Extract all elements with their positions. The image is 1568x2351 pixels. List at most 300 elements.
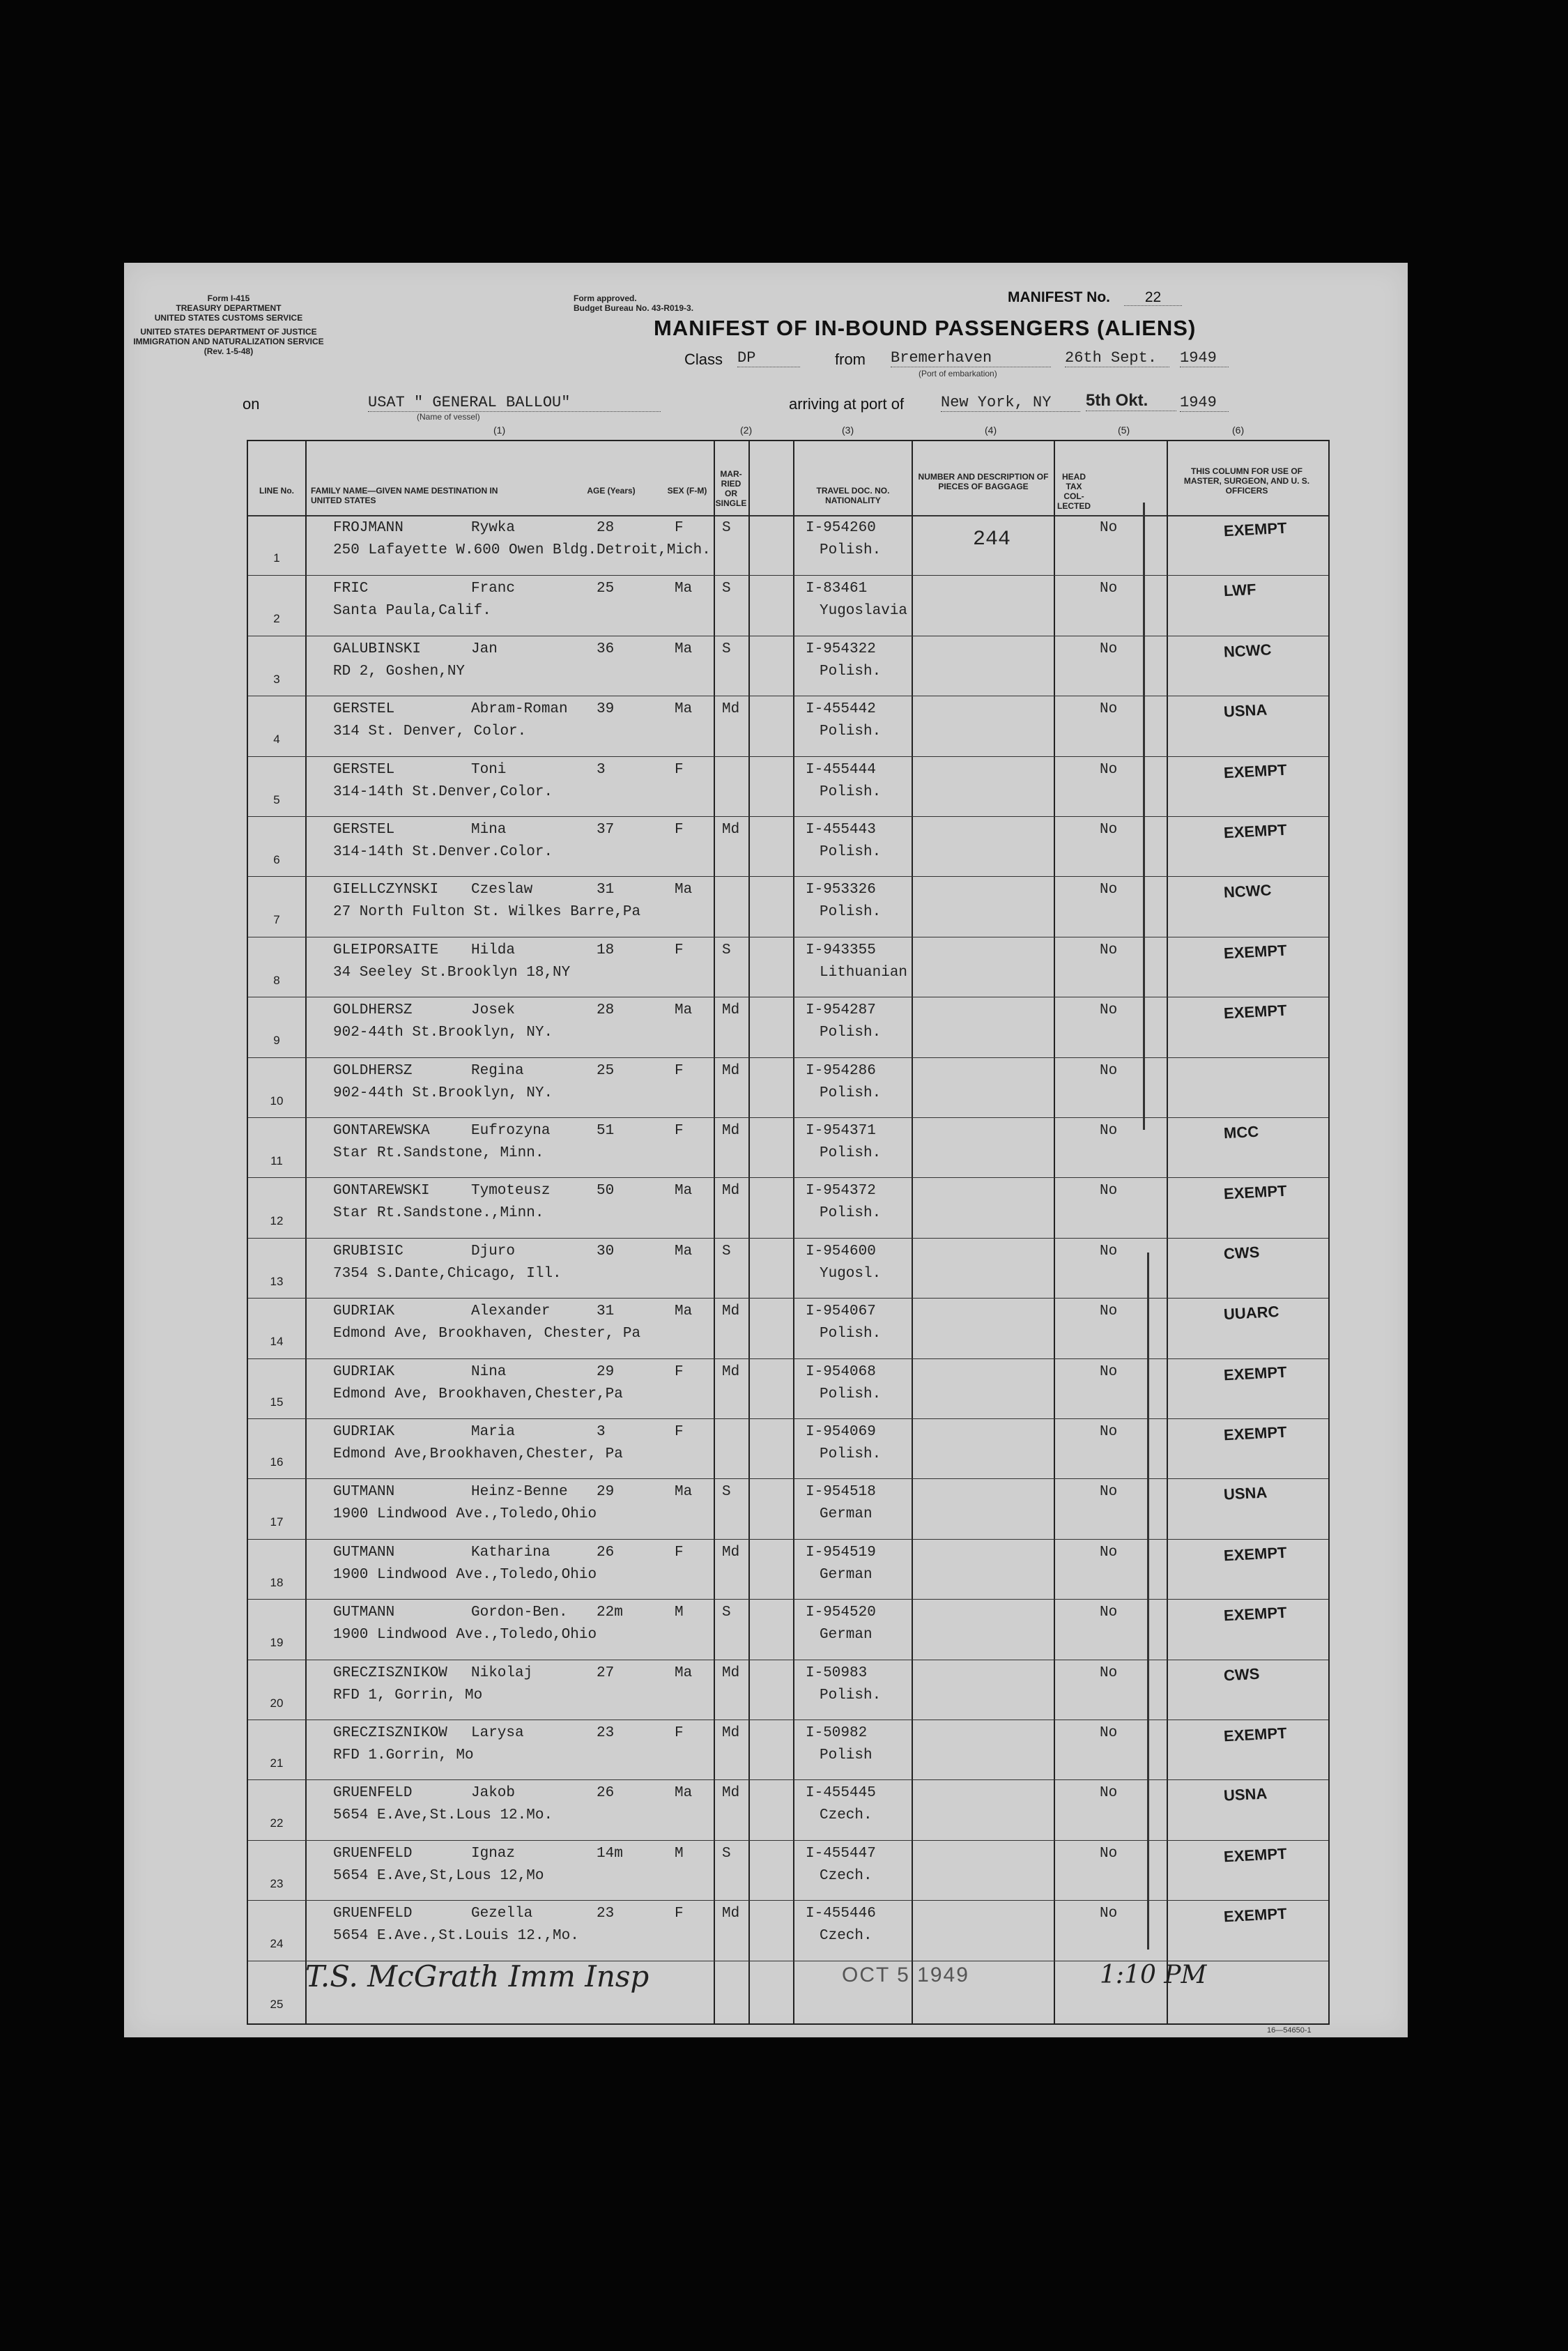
- officer-stamp: EXEMPT: [1223, 1363, 1288, 1384]
- destination: 5654 E.Ave,St,Lous 12,Mo: [333, 1867, 544, 1884]
- travel-doc-number: I-455443: [806, 822, 876, 838]
- destination: 27 North Fulton St. Wilkes Barre,Pa: [333, 904, 641, 921]
- given-name: Maria: [471, 1424, 516, 1440]
- line-number: 17: [270, 1515, 284, 1529]
- destination: Star Rt.Sandstone, Minn.: [333, 1145, 544, 1161]
- travel-doc-number: I-954371: [806, 1123, 876, 1139]
- officer-stamp: CWS: [1223, 1243, 1260, 1263]
- line-number: 19: [270, 1636, 284, 1650]
- nationality: German: [820, 1566, 873, 1583]
- manifest-number: [1008, 289, 1182, 306]
- officer-stamp: EXEMPT: [1223, 1603, 1288, 1625]
- line-number: 20: [270, 1696, 284, 1710]
- table-row: [248, 636, 1328, 696]
- given-name: Eufrozyna: [471, 1123, 551, 1139]
- sex: Ma: [675, 1484, 693, 1501]
- travel-doc-number: I-954260: [806, 520, 876, 536]
- family-name: GUDRIAK: [333, 1363, 395, 1380]
- marital-status: S: [722, 1845, 731, 1862]
- table-row: [248, 816, 1328, 877]
- sex: F: [675, 942, 684, 958]
- table-row: [248, 937, 1328, 997]
- header-line-no: LINE No.: [259, 486, 294, 496]
- travel-doc-number: I-455444: [806, 761, 876, 778]
- family-name: GOLDHERSZ: [333, 1002, 413, 1019]
- head-tax: No: [1100, 701, 1118, 718]
- port-embarkation-caption: (Port of embarkation): [918, 369, 997, 378]
- travel-doc-number: I-50982: [806, 1725, 868, 1741]
- age: 23: [597, 1906, 615, 1922]
- destination: 250 Lafayette W.600 Owen Bldg.Detroit,Mich.: [333, 542, 711, 558]
- officer-stamp: NCWC: [1223, 641, 1273, 661]
- nationality: German: [820, 1627, 873, 1644]
- officer-stamp: EXEMPT: [1223, 1543, 1288, 1565]
- nationality: Polish.: [820, 1446, 882, 1462]
- family-name: GALUBINSKI: [333, 641, 422, 657]
- given-name: Mina: [471, 822, 507, 838]
- destination: 314-14th St.Denver.Color.: [333, 844, 553, 860]
- travel-doc-number: I-954519: [806, 1544, 876, 1561]
- family-name: GRUBISIC: [333, 1243, 403, 1259]
- nationality: Polish.: [820, 904, 882, 921]
- baggage: 244: [973, 528, 1011, 551]
- destination: 314 St. Denver, Color.: [333, 723, 527, 740]
- marital-status: S: [722, 1605, 731, 1621]
- table-row: [248, 1660, 1328, 1720]
- line-number: 24: [270, 1937, 284, 1951]
- given-name: Heinz-Benne: [471, 1484, 568, 1501]
- nationality: Czech.: [820, 1807, 873, 1824]
- family-name: GERSTEL: [333, 701, 395, 718]
- officer-stamp: LWF: [1223, 581, 1257, 600]
- line-number: 11: [270, 1154, 283, 1167]
- line-number: 6: [273, 853, 280, 866]
- family-name: GRUENFELD: [333, 1785, 413, 1802]
- head-tax: No: [1100, 1002, 1118, 1019]
- line-number: 25: [270, 1997, 284, 2011]
- given-name: Alexander: [471, 1303, 551, 1320]
- line-number: 13: [270, 1274, 284, 1288]
- sex: F: [675, 761, 684, 778]
- table-row: [248, 1358, 1328, 1419]
- age: 31: [597, 1303, 615, 1320]
- head-tax: No: [1100, 882, 1118, 898]
- destination: RFD 1, Gorrin, Mo: [333, 1687, 483, 1703]
- given-name: Rywka: [471, 520, 516, 536]
- page-title: MANIFEST OF IN-BOUND PASSENGERS (ALIENS): [654, 316, 1197, 340]
- sex: F: [675, 822, 684, 838]
- travel-doc-number: I-455447: [806, 1845, 876, 1862]
- head-tax: No: [1100, 1725, 1118, 1741]
- vessel-name-caption: (Name of vessel): [417, 412, 480, 422]
- given-name: Katharina: [471, 1544, 551, 1561]
- destination: 902-44th St.Brooklyn, NY.: [333, 1085, 553, 1101]
- manifest-number-value: 22: [1124, 289, 1182, 306]
- family-name: GUTMANN: [333, 1484, 395, 1501]
- head-tax: No: [1100, 1363, 1118, 1380]
- sex: M: [675, 1605, 684, 1621]
- travel-doc-number: I-954518: [806, 1484, 876, 1501]
- age: 27: [597, 1664, 615, 1681]
- sex: Ma: [675, 1664, 693, 1681]
- age: 36: [597, 641, 615, 657]
- destination: 5654 E.Ave,St.Lous 12.Mo.: [333, 1807, 553, 1824]
- sex: F: [675, 1062, 684, 1079]
- table-row: [248, 1117, 1328, 1178]
- marital-status: Md: [722, 1785, 740, 1802]
- embarkation-year: 1949: [1180, 349, 1229, 367]
- date-stamp: OCT 5 1949: [842, 1963, 969, 1986]
- given-name: Regina: [471, 1062, 524, 1079]
- family-name: GERSTEL: [333, 761, 395, 778]
- age: 26: [597, 1544, 615, 1561]
- class-label: Class: [684, 351, 723, 368]
- travel-doc-number: I-954067: [806, 1303, 876, 1320]
- sex: F: [675, 520, 684, 536]
- nationality: Polish.: [820, 1205, 882, 1222]
- hand-drawn-line: [1147, 1253, 1149, 1950]
- class-value: DP: [737, 349, 800, 367]
- head-tax: No: [1100, 581, 1118, 597]
- given-name: Gordon-Ben.: [471, 1605, 568, 1621]
- travel-doc-number: I-455446: [806, 1906, 876, 1922]
- nationality: Polish.: [820, 844, 882, 860]
- travel-doc-number: I-954286: [806, 1062, 876, 1079]
- sex: Ma: [675, 581, 693, 597]
- department-name: TREASURY DEPARTMENT: [176, 303, 282, 313]
- nationality: German: [820, 1506, 873, 1523]
- table-row: [248, 1720, 1328, 1780]
- officer-stamp: EXEMPT: [1223, 1182, 1288, 1203]
- line-number: 7: [273, 913, 280, 927]
- passenger-table: [247, 440, 1330, 2025]
- sex: Ma: [675, 1303, 693, 1320]
- column-number: (6): [1232, 424, 1245, 436]
- nationality: Lithuanian: [820, 964, 908, 981]
- given-name: Tymoteusz: [471, 1183, 551, 1200]
- sex: F: [675, 1363, 684, 1380]
- line-number: 22: [270, 1816, 284, 1830]
- marital-status: Md: [722, 1002, 740, 1019]
- nationality: Polish.: [820, 1687, 882, 1703]
- head-tax: No: [1100, 1062, 1118, 1079]
- marital-status: S: [722, 520, 731, 536]
- age: 29: [597, 1363, 615, 1380]
- from-label: from: [835, 351, 866, 368]
- line-number: 1: [273, 551, 280, 565]
- destination: 7354 S.Dante,Chicago, Ill.: [333, 1265, 562, 1282]
- table-row: [248, 1238, 1328, 1299]
- age: 18: [597, 942, 615, 958]
- destination: Edmond Ave, Brookhaven,Chester,Pa: [333, 1386, 623, 1402]
- age: 28: [597, 520, 615, 536]
- travel-doc-number: I-943355: [806, 942, 876, 958]
- column-number: (1): [493, 424, 506, 436]
- head-tax: No: [1100, 761, 1118, 778]
- family-name: GERSTEL: [333, 822, 395, 838]
- family-name: GLEIPORSAITE: [333, 942, 439, 958]
- revision-date: (Rev. 1-5-48): [203, 346, 254, 356]
- officer-stamp: EXEMPT: [1223, 820, 1288, 842]
- vessel-name: USAT " GENERAL BALLOU": [368, 394, 661, 412]
- marital-status: S: [722, 1484, 731, 1501]
- given-name: Nikolaj: [471, 1664, 533, 1681]
- family-name: GUDRIAK: [333, 1424, 395, 1440]
- age: 31: [597, 882, 615, 898]
- sex: Ma: [675, 1785, 693, 1802]
- form-code: 16—54650-1: [1267, 2026, 1312, 2035]
- head-tax: No: [1100, 1544, 1118, 1561]
- nationality: Polish.: [820, 1386, 882, 1402]
- service-name: UNITED STATES CUSTOMS SERVICE: [154, 313, 303, 323]
- age: 29: [597, 1484, 615, 1501]
- marital-status: Md: [722, 1725, 740, 1741]
- officer-stamp: USNA: [1223, 1483, 1268, 1504]
- head-tax: No: [1100, 1664, 1118, 1681]
- table-row: [248, 515, 1328, 575]
- table-row: [248, 997, 1328, 1057]
- family-name: GOLDHERSZ: [333, 1062, 413, 1079]
- nationality: Czech.: [820, 1928, 873, 1945]
- nationality: Polish.: [820, 783, 882, 800]
- form-number: Form I-415: [207, 293, 250, 303]
- head-tax: No: [1100, 1906, 1118, 1922]
- officer-stamp: EXEMPT: [1223, 1844, 1288, 1866]
- officer-stamp: NCWC: [1223, 881, 1273, 902]
- line-number: 23: [270, 1876, 284, 1890]
- header-sex: SEX (F-M): [667, 486, 707, 496]
- line-number: 4: [273, 733, 280, 746]
- travel-doc-number: I-83461: [806, 581, 868, 597]
- approval-text: Form approved.: [574, 293, 637, 303]
- destination: Star Rt.Sandstone.,Minn.: [333, 1205, 544, 1222]
- destination: Edmond Ave, Brookhaven, Chester, Pa: [333, 1326, 641, 1342]
- destination: RFD 1.Gorrin, Mo: [333, 1747, 474, 1763]
- column-number: (3): [842, 424, 854, 436]
- destination: RD 2, Goshen,NY: [333, 663, 466, 680]
- nationality: Polish.: [820, 663, 882, 680]
- column-number: (4): [985, 424, 997, 436]
- given-name: Djuro: [471, 1243, 516, 1259]
- nationality: Yugosl.: [820, 1265, 882, 1282]
- given-name: Larysa: [471, 1725, 524, 1741]
- officer-stamp: EXEMPT: [1223, 760, 1288, 781]
- destination: 1900 Lindwood Ave.,Toledo,Ohio: [333, 1566, 597, 1583]
- sex: Ma: [675, 1183, 693, 1200]
- line-number: 16: [270, 1455, 284, 1469]
- marital-status: Md: [722, 1664, 740, 1681]
- marital-status: Md: [722, 701, 740, 718]
- table-row: [248, 696, 1328, 756]
- head-tax: No: [1100, 1785, 1118, 1802]
- marital-status: Md: [722, 1906, 740, 1922]
- destination: 34 Seeley St.Brooklyn 18,NY: [333, 964, 571, 981]
- family-name: GONTAREWSKA: [333, 1123, 430, 1139]
- marital-status: S: [722, 581, 731, 597]
- family-name: GRUENFELD: [333, 1845, 413, 1862]
- officer-stamp: USNA: [1223, 700, 1268, 721]
- header-officers: THIS COLUMN FOR USE OF MASTER, SURGEON, AND U. S. OFFICERS: [1183, 466, 1310, 496]
- nationality: Polish.: [820, 1326, 882, 1342]
- arrival-port: New York, NY: [941, 394, 1080, 412]
- given-name: Ignaz: [471, 1845, 516, 1862]
- family-name: GUTMANN: [333, 1544, 395, 1561]
- age: 25: [597, 581, 615, 597]
- nationality: Polish: [820, 1747, 873, 1763]
- header-baggage: NUMBER AND DESCRIPTION OF PIECES OF BAGGAGE: [918, 472, 1049, 491]
- arrival-date: 5th Okt.: [1086, 391, 1176, 411]
- sex: M: [675, 1845, 684, 1862]
- header-name-destination: FAMILY NAME—GIVEN NAME DESTINATION IN UNITED STATES: [311, 486, 498, 505]
- marital-status: Md: [722, 1544, 740, 1561]
- marital-status: Md: [722, 1363, 740, 1380]
- line-number: 8: [273, 973, 280, 987]
- officer-stamp: EXEMPT: [1223, 1904, 1288, 1926]
- line-number: 3: [273, 672, 280, 686]
- manifest-number-label: MANIFEST No.: [1008, 289, 1110, 305]
- marital-status: Md: [722, 1303, 740, 1320]
- head-tax: No: [1100, 1424, 1118, 1440]
- head-tax: No: [1100, 520, 1118, 536]
- destination: 314-14th St.Denver,Color.: [333, 783, 553, 800]
- nationality: Yugoslavia: [820, 603, 908, 620]
- age: 25: [597, 1062, 615, 1079]
- age: 3: [597, 1424, 606, 1440]
- given-name: Jan: [471, 641, 498, 657]
- nationality: Polish.: [820, 542, 882, 558]
- line-number: 12: [270, 1214, 284, 1228]
- travel-doc-number: I-954287: [806, 1002, 876, 1019]
- family-name: GONTAREWSKI: [333, 1183, 430, 1200]
- destination: 5654 E.Ave.,St.Louis 12.,Mo.: [333, 1928, 579, 1945]
- table-row: [248, 1599, 1328, 1660]
- travel-doc-number: I-954372: [806, 1183, 876, 1200]
- travel-doc-number: I-455445: [806, 1785, 876, 1802]
- officer-stamp: EXEMPT: [1223, 519, 1288, 540]
- table-row: [248, 1779, 1328, 1840]
- given-name: Czeslaw: [471, 882, 533, 898]
- marital-status: S: [722, 942, 731, 958]
- header-head-tax: HEAD TAX COL-LECTED: [1057, 472, 1091, 511]
- sex: Ma: [675, 701, 693, 718]
- family-name: GUDRIAK: [333, 1303, 395, 1320]
- line-number: 21: [270, 1756, 284, 1770]
- head-tax: No: [1100, 1123, 1118, 1139]
- officer-stamp: EXEMPT: [1223, 1001, 1288, 1023]
- head-tax: No: [1100, 1303, 1118, 1320]
- sex: F: [675, 1123, 684, 1139]
- nationality: Polish.: [820, 1145, 882, 1161]
- nationality: Czech.: [820, 1867, 873, 1884]
- embarkation-date: 26th Sept.: [1065, 349, 1169, 367]
- sex: F: [675, 1725, 684, 1741]
- head-tax: No: [1100, 1183, 1118, 1200]
- age: 30: [597, 1243, 615, 1259]
- line-number: 2: [273, 612, 280, 626]
- nationality: Polish.: [820, 1085, 882, 1101]
- line-number: 9: [273, 1034, 280, 1048]
- marital-status: Md: [722, 1183, 740, 1200]
- family-name: GRUENFELD: [333, 1906, 413, 1922]
- head-tax: No: [1100, 1845, 1118, 1862]
- travel-doc-number: I-455442: [806, 701, 876, 718]
- on-label: on: [243, 395, 260, 413]
- time-note: 1:10 PM: [1100, 1961, 1207, 1989]
- sex: F: [675, 1906, 684, 1922]
- officer-stamp: EXEMPT: [1223, 1423, 1288, 1444]
- header-age: AGE (Years): [587, 486, 636, 496]
- age: 50: [597, 1183, 615, 1200]
- arrival-year: 1949: [1180, 394, 1229, 412]
- head-tax: No: [1100, 942, 1118, 958]
- officer-stamp: USNA: [1223, 1784, 1268, 1805]
- sex: Ma: [675, 1002, 693, 1019]
- family-name: FROJMANN: [333, 520, 403, 536]
- age: 22m: [597, 1605, 623, 1621]
- officer-stamp: UUARC: [1223, 1303, 1280, 1324]
- given-name: Jakob: [471, 1785, 516, 1802]
- sex: F: [675, 1544, 684, 1561]
- line-number: 14: [270, 1335, 284, 1349]
- destination: 1900 Lindwood Ave.,Toledo,Ohio: [333, 1506, 597, 1523]
- family-name: GRECZISZNIKOW: [333, 1664, 447, 1681]
- officer-stamp: EXEMPT: [1223, 1724, 1288, 1745]
- header-travel-doc: TRAVEL DOC. NO. NATIONALITY: [816, 486, 890, 505]
- marital-status: S: [722, 641, 731, 657]
- age: 14m: [597, 1845, 623, 1862]
- table-row: [248, 1177, 1328, 1238]
- officer-stamp: CWS: [1223, 1664, 1260, 1684]
- sex: Ma: [675, 1243, 693, 1259]
- hand-drawn-line: [1143, 503, 1145, 1130]
- given-name: Josek: [471, 1002, 516, 1019]
- travel-doc-number: I-954322: [806, 641, 876, 657]
- nationality: Polish.: [820, 1025, 882, 1041]
- age: 28: [597, 1002, 615, 1019]
- age: 26: [597, 1785, 615, 1802]
- travel-doc-number: I-954068: [806, 1363, 876, 1380]
- head-tax: No: [1100, 1484, 1118, 1501]
- given-name: Hilda: [471, 942, 516, 958]
- arriving-label: arriving at port of: [789, 395, 905, 413]
- service-name: IMMIGRATION AND NATURALIZATION SERVICE: [133, 337, 324, 346]
- destination: Edmond Ave,Brookhaven,Chester, Pa: [333, 1446, 623, 1462]
- age: 23: [597, 1725, 615, 1741]
- table-row: [248, 575, 1328, 636]
- family-name: FRIC: [333, 581, 369, 597]
- destination: 902-44th St.Brooklyn, NY.: [333, 1025, 553, 1041]
- table-row: [248, 1840, 1328, 1901]
- line-number: 10: [270, 1094, 284, 1108]
- marital-status: Md: [722, 1123, 740, 1139]
- travel-doc-number: I-954600: [806, 1243, 876, 1259]
- table-row: [248, 1900, 1328, 1961]
- table-row: [248, 1539, 1328, 1600]
- table-row: [248, 756, 1328, 817]
- sex: F: [675, 1424, 684, 1440]
- table-row: [248, 1298, 1328, 1358]
- given-name: Toni: [471, 761, 507, 778]
- destination: Santa Paula,Calif.: [333, 603, 491, 620]
- head-tax: No: [1100, 1243, 1118, 1259]
- budget-bureau-number: Budget Bureau No. 43-R019-3.: [574, 303, 694, 313]
- officer-stamp: MCC: [1223, 1122, 1259, 1142]
- port-of-embarkation: Bremerhaven: [891, 349, 1051, 367]
- sex: Ma: [675, 641, 693, 657]
- travel-doc-number: I-954069: [806, 1424, 876, 1440]
- travel-doc-number: I-953326: [806, 882, 876, 898]
- line-number: 18: [270, 1575, 284, 1589]
